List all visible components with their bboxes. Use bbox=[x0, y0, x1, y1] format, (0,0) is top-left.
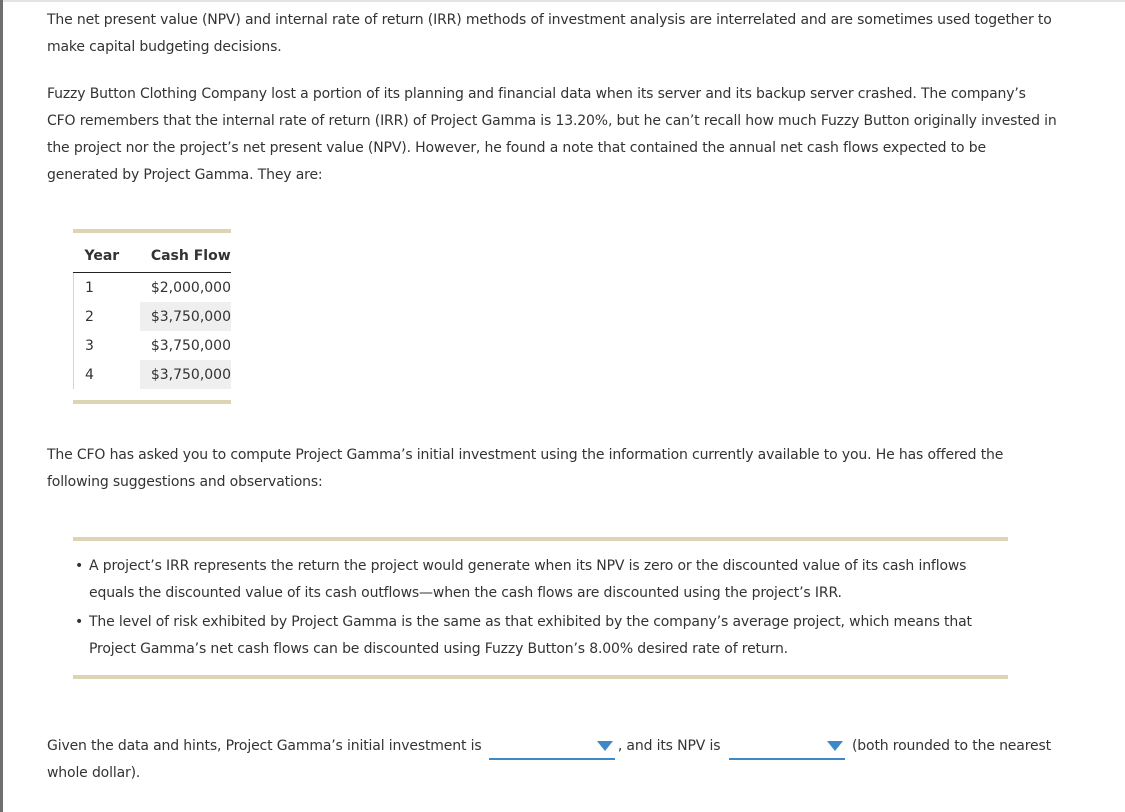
answer-prefix: Given the data and hints, Project Gamma’s initial investment is bbox=[47, 738, 482, 754]
cash-flow-table bbox=[73, 229, 231, 404]
question-content bbox=[47, 7, 1067, 781]
cash-flow-grid bbox=[73, 233, 231, 389]
table-row bbox=[74, 302, 232, 331]
hint-text: A project’s IRR represents the return the project would generate when its NPV is zero or the discounted value of its cash inflows equals the discounted value of its cash outflows—when the cash flows are discounted using the project’s IRR. bbox=[89, 558, 967, 601]
chevron-down-icon[interactable] bbox=[597, 741, 613, 751]
answer-sentence bbox=[47, 733, 1067, 787]
answer-middle: , and its NPV is bbox=[617, 738, 721, 754]
table-spacer bbox=[73, 389, 231, 400]
list-item bbox=[73, 553, 1008, 607]
year-cell: 2 bbox=[74, 302, 140, 331]
hints-box bbox=[73, 537, 1008, 679]
year-cell: 1 bbox=[74, 273, 140, 303]
table-bottom-rule bbox=[73, 400, 231, 404]
table-row bbox=[74, 360, 232, 389]
table-row bbox=[74, 273, 232, 303]
answer-suffix: (both rounded to the nearest whole dollar). bbox=[47, 738, 1051, 781]
bullet-icon: • bbox=[75, 558, 84, 574]
hint-text: The level of risk exhibited by Project Gamma is the same as that exhibited by the company’s average project, which means that Project Gamma’s net cash flows can be discounted using Fuzzy Button’s 8.00% desired rate of return. bbox=[89, 614, 972, 657]
intro-paragraph: The net present value (NPV) and internal rate of return (IRR) methods of investment analysis are interrelated and are sometimes used together to make capital budgeting decisions. bbox=[47, 12, 1052, 55]
hints-list bbox=[73, 541, 1008, 675]
left-border bbox=[0, 0, 3, 812]
top-border bbox=[3, 0, 1125, 2]
cash-flow-cell: $3,750,000 bbox=[140, 302, 231, 331]
year-cell: 4 bbox=[74, 360, 140, 389]
request-paragraph: The CFO has asked you to compute Project Gamma’s initial investment using the information currently available to you. He has offered the following suggestions and observations: bbox=[47, 447, 1004, 490]
hints-bottom-rule bbox=[73, 675, 1008, 679]
cash-flow-cell: $2,000,000 bbox=[150, 279, 231, 296]
year-cell: 3 bbox=[74, 331, 140, 360]
table-header-row bbox=[74, 233, 232, 273]
list-item bbox=[73, 609, 1008, 663]
bullet-icon: • bbox=[75, 614, 84, 630]
investment-dropdown[interactable] bbox=[489, 736, 615, 760]
scenario-paragraph: Fuzzy Button Clothing Company lost a portion of its planning and financial data when its server and its backup server crashed. The company’s CFO remembers that the internal rate of return (IRR) of Project Gamma is 13.20%, but he can’t recall how much Fuzzy Button originally invested in the project nor the project’s net present value (NPV). However, he found a note that contained the annual net cash flows expected to be generated by Project Gamma. They are: bbox=[47, 86, 1057, 183]
header-year: Year bbox=[74, 233, 140, 273]
header-cash-flow: Cash Flow bbox=[140, 233, 231, 273]
table-row bbox=[74, 331, 232, 360]
cash-flow-cell: $3,750,000 bbox=[150, 337, 231, 354]
cash-flow-cell: $3,750,000 bbox=[140, 360, 231, 389]
chevron-down-icon[interactable] bbox=[827, 741, 843, 751]
npv-dropdown[interactable] bbox=[729, 736, 845, 760]
